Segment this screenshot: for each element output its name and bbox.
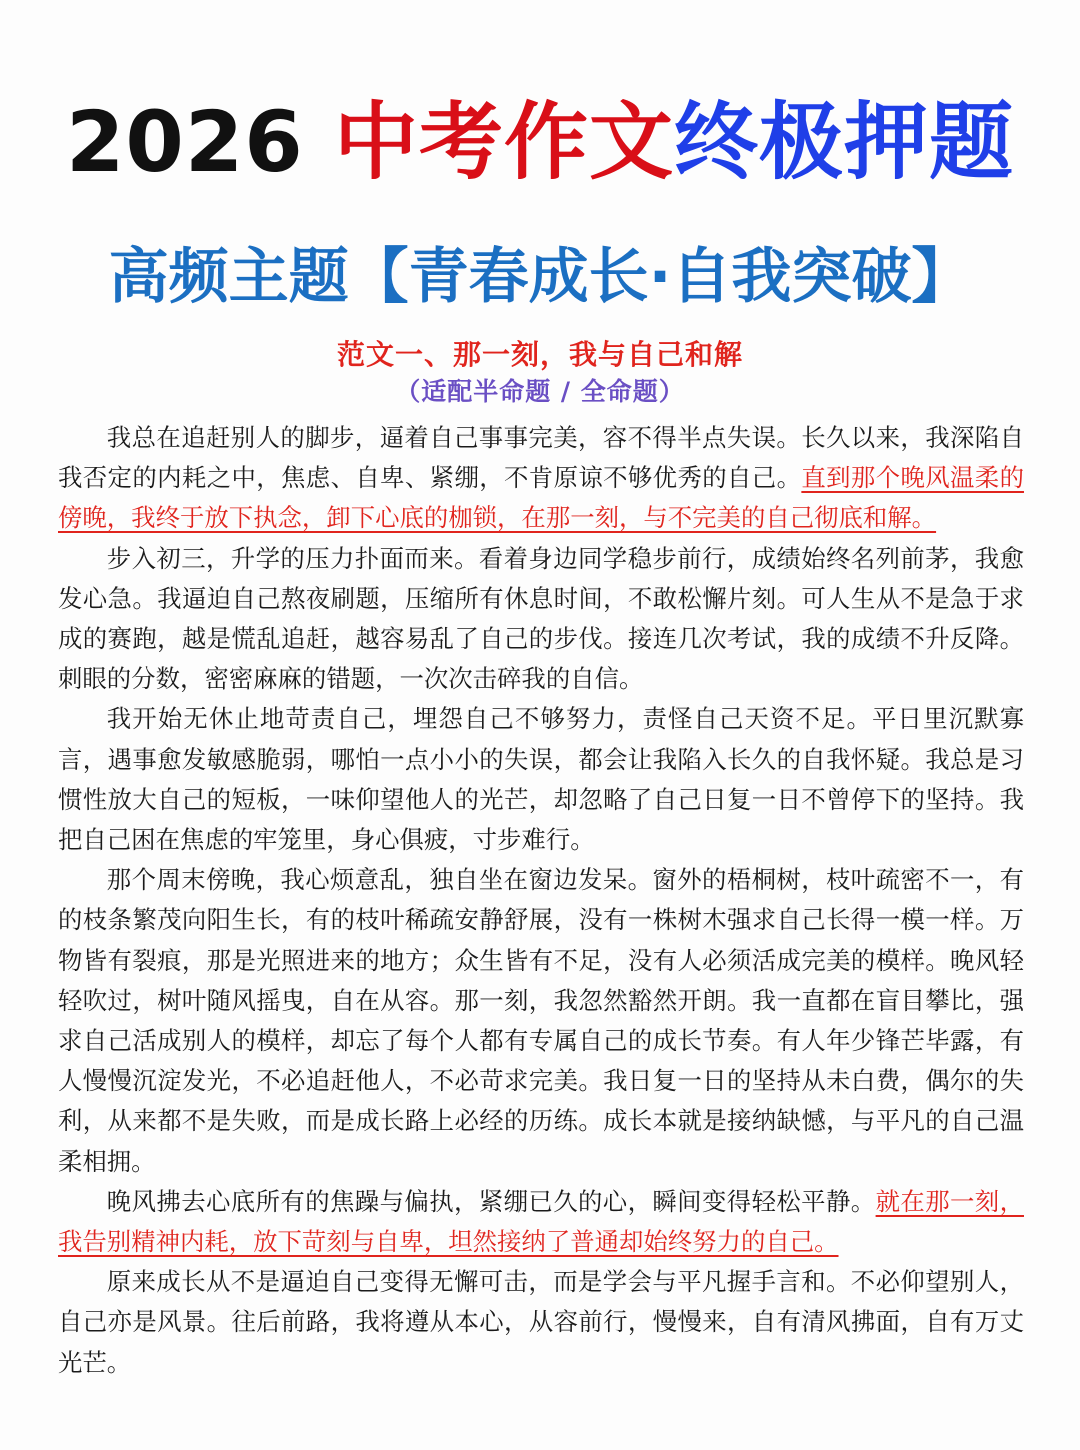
paragraph-6 xyxy=(58,1262,1024,1383)
essay-note: （适配半命题 / 全命题） xyxy=(395,377,685,406)
title-blue-part: 终极押题 xyxy=(674,93,1015,191)
essay-body xyxy=(58,418,1024,1383)
essay-title: 范文一、那一刻，我与自己和解 xyxy=(336,338,743,371)
highlighted-sentence: 直到那个晚风温柔的傍晚，我终于放下执念，卸下心底的枷锁，在那一刻，与不完美的自己彻底和解。 xyxy=(58,463,1024,533)
paragraph-text: 我开始无休止地苛责自己，埋怨自己不够努力，责怪自己天资不足。平日里沉默寡言，遇事愈发敏感脆弱，哪怕一点小小的失误，都会让我陷入长久的自我怀疑。我总是习惯性放大自己的短板，一味仰望他人的光芒，却忽略了自己日复一日不曾停下的坚持。我把自己困在焦虑的牢笼里，身心俱疲，寸步难行。 xyxy=(58,704,1024,855)
paragraph-5 xyxy=(58,1182,1024,1262)
paragraph-3 xyxy=(58,699,1024,860)
paragraph-4 xyxy=(58,860,1024,1182)
title-red-part: 中考作文 xyxy=(334,93,675,191)
title-year: 2026 xyxy=(65,93,334,191)
paragraph-text: 那个周末傍晚，我心烦意乱，独自坐在窗边发呆。窗外的梧桐树，枝叶疏密不一，有的枝条繁茂向阳生长，有的枝叶稀疏安静舒展，没有一株树木强求自己长得一模一样。万物皆有裂痕，那是光照进来的地方；众生皆有不足，没有人必须活成完美的模样。晚风轻轻吹过，树叶随风摇曳，自在从容。那一刻，我忽然豁然开朗。我一直都在盲目攀比，强求自己活成别人的模样，却忘了每个人都有专属自己的成长节奏。有人年少锋芒毕露，有人慢慢沉淀发光，不必追赶他人，不必苛求完美。我日复一日的坚持从未白费，偶尔的失利，从来都不是失败，而是成长路上必经的历练。成长本就是接纳缺憾，与平凡的自己温柔相拥。 xyxy=(58,865,1024,1176)
subtitle: 高频主题【青春成长·自我突破】 xyxy=(108,242,972,312)
paragraph-2 xyxy=(58,539,1024,700)
paragraph-text: 我总在追赶别人的脚步，逼着自己事事完美，容不得半点失误。长久以来，我深陷自我否定的内耗之中，焦虑、自卑、紧绷，不肯原谅不够优秀的自己。 xyxy=(58,423,1024,493)
paragraph-1 xyxy=(58,418,1024,539)
main-title xyxy=(0,82,1080,202)
paragraph-text: 原来成长从不是逼迫自己变得无懈可击，而是学会与平凡握手言和。不必仰望别人，自己亦是风景。往后前路，我将遵从本心，从容前行，慢慢来，自有清风拂面，自有万丈光芒。 xyxy=(58,1267,1024,1377)
paragraph-text: 步入初三，升学的压力扑面而来。看着身边同学稳步前行，成绩始终名列前茅，我愈发心急。我逼迫自己熬夜刷题，压缩所有休息时间，不敢松懈片刻。可人生从不是急于求成的赛跑，越是慌乱追赶，越容易乱了自己的步伐。接连几次考试，我的成绩不升反降。刺眼的分数，密密麻麻的错题，一次次击碎我的自信。 xyxy=(58,543,1024,694)
paragraph-text: 晚风拂去心底所有的焦躁与偏执，紧绷已久的心，瞬间变得轻松平静。 xyxy=(106,1186,876,1216)
highlighted-sentence: 就在那一刻，我告别精神内耗，放下苛刻与自卑，坦然接纳了普通却始终努力的自己。 xyxy=(58,1186,1024,1257)
